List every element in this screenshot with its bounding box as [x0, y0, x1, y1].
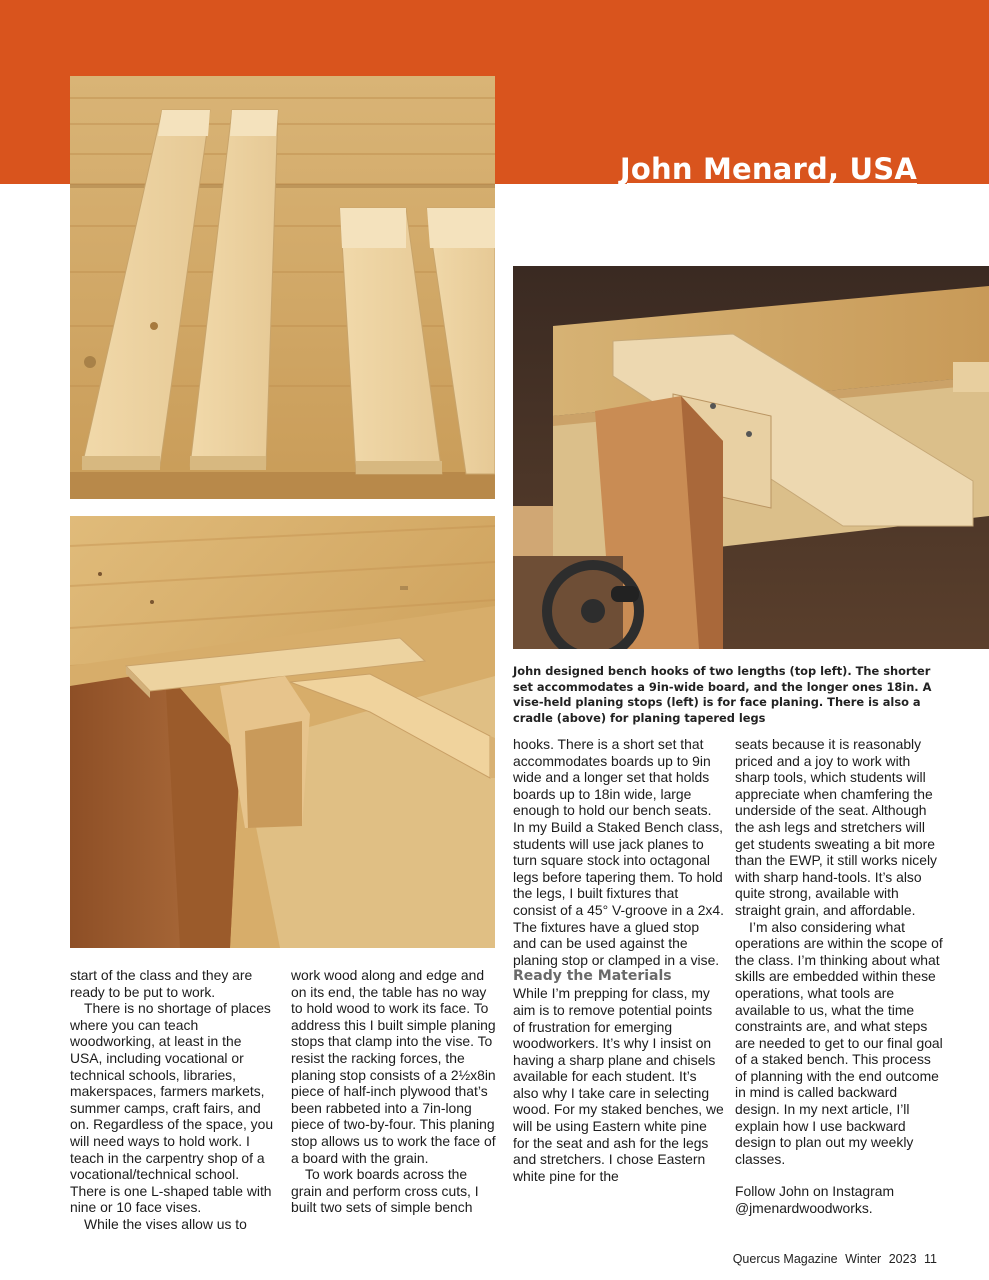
paragraph: To work boards across the grain and perform cross cuts, I built two sets of simple bench [291, 1166, 479, 1216]
paragraph: work wood along and edge and on its end, the table has no way to hold wood to work its face. To address this I built simple planing stops that clamp into the vise. To resist the racking forces, the planing stop consists of a 2½x8in piece of half-inch plywood that’s been rabbeted into a 7in-long piece of two-by-four. This planing stop allows us to work the face of a board with the grain. [291, 967, 496, 1166]
bench-hooks-photo [70, 76, 495, 499]
paragraph: There is no shortage of places where you can teach woodworking, at least in the USA, including vocational or technical schools, libraries, makerspaces, farmers markets, summer camps, craft fairs, and on. Regardless of the space, you will need ways to hold work. I teach in the carpentry shop of a vocational/technical school. There is one L-shaped table with nine or 10 face vises. [70, 1000, 274, 1216]
issue-year: 2023 [888, 1252, 917, 1266]
instagram-handle: Follow John on Instagram @jmenardwoodworks. [735, 1183, 895, 1217]
section-heading: Ready the Materials [513, 968, 672, 985]
paragraph: I’m also considering what operations are within the scope of the class. I’m thinking about what skills are embedded within these operations, what tools are available to us, what the time constraints are, and what steps are needed to get to our final goal of a staked bench. This process of planning with the end outcome in mind is called backward design. In my next article, I’ll explain how I use backward design to plan out my weekly classes. [735, 918, 943, 1167]
paragraph: While I’m prepping for class, my aim is to remove potential points of frustration for emerging woodworkers. It’s why I insist on having a sharp plane and chisels available for each student. It’s also why I take care in selecting wood. For my staked benches, we will be using Eastern white pine for the seat and ash for the legs and stretchers. I chose Eastern white pine for the [513, 985, 724, 1184]
leg-cradle-photo [513, 266, 989, 649]
text-column-2 [291, 967, 496, 1216]
page-number: 11 [924, 1252, 937, 1266]
issue-season: Winter [845, 1252, 882, 1266]
paragraph: hooks. There is a short set that accommodates boards up to 9in wide and a longer set that holds boards up to 18in wide, large enough to hold our bench seats. In my Build a Staked Bench class, students will use jack planes to turn square stock into octagonal legs before tapering them. To hold the legs, I built fixtures that consist of a 45° V-groove in a 2x4. The fixtures have a glued stop and can be used against the planing stop or clamped in a vise. [513, 736, 724, 968]
page-footer [729, 1252, 937, 1266]
text-column-3 [513, 736, 725, 1184]
paragraph: start of the class and they are ready to be put to work. [70, 967, 253, 1000]
paragraph: While the vises allow us to [84, 1215, 247, 1232]
photo-caption: John designed bench hooks of two lengths (top left). The shorter set accommodates a 9in-wide board, and the longer ones 18in. A vise-held planing stops (left) is for face planing. There is also a cradle (above) for planing tapered legs [513, 664, 932, 725]
text-column-4 [735, 736, 945, 1217]
magazine-name: Quercus Magazine [732, 1252, 838, 1266]
text-column-1 [70, 967, 275, 1233]
planing-stop-photo [70, 516, 495, 948]
paragraph: seats because it is reasonably priced and a joy to work with sharp tools, which students will appreciate when chamfering the underside of the seat. Although the ash legs and stretchers will get students sweating a bit more than the EWP, it still works nicely with sharp hand-tools. It’s also quite strong, available with straight grain, and affordable. [735, 736, 938, 918]
author-title: John Menard, USA [619, 152, 917, 186]
